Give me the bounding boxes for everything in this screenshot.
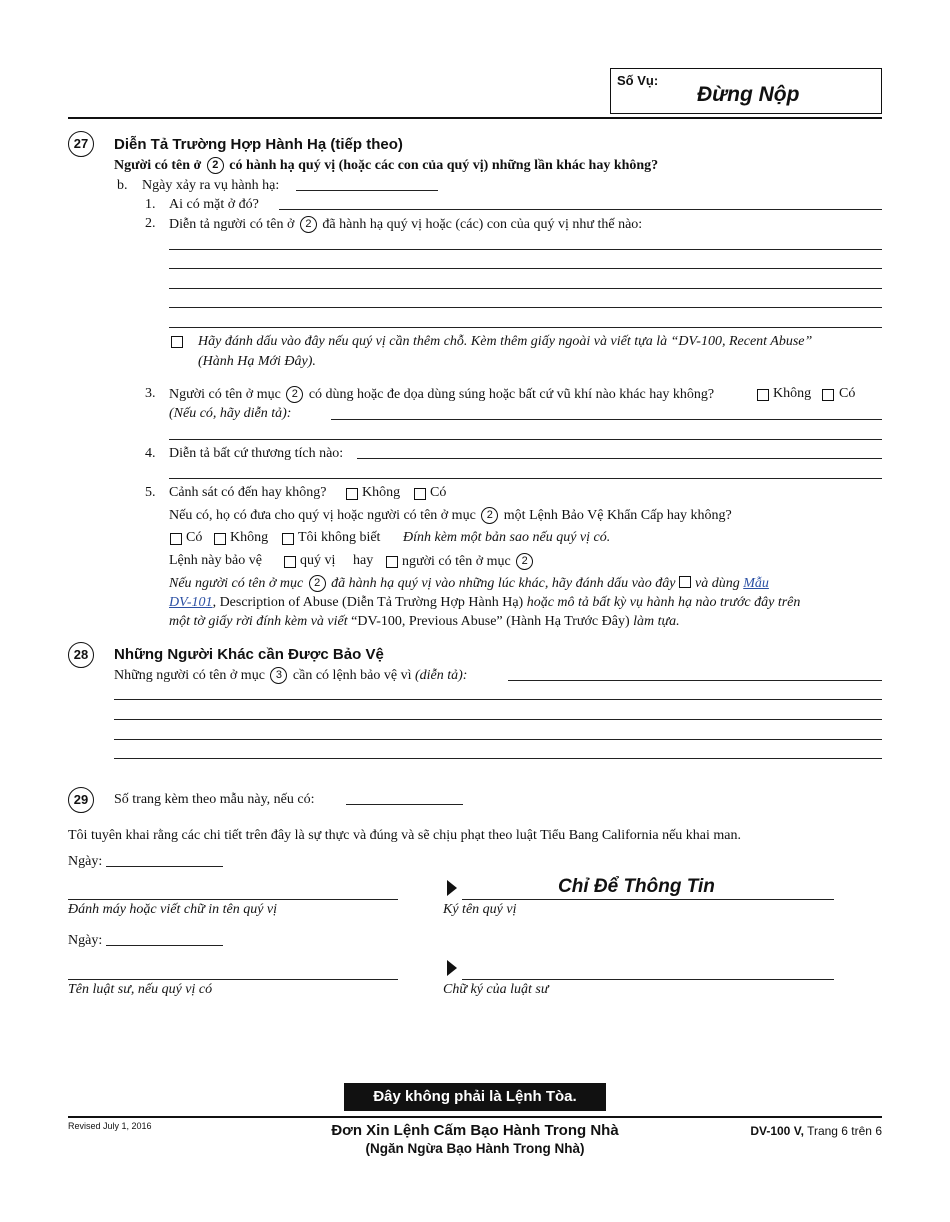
order-protects-label: Lệnh này bảo vệ (169, 553, 262, 568)
abuse-description-line[interactable] (169, 268, 882, 269)
date-label-2: Ngày: (68, 933, 103, 948)
police-no-checkbox[interactable] (346, 488, 358, 500)
q2-label-post: đã hành hạ quý vị hoặc (các) con của quý vị như thế nào: (322, 217, 643, 232)
page-number: Trang 6 trên 6 (807, 1124, 882, 1138)
item-ref-2: 2 (286, 386, 303, 403)
item-ref-2: 2 (207, 157, 224, 174)
abuse-description-line[interactable] (169, 288, 882, 289)
item-27-question (114, 157, 658, 174)
injuries-field[interactable] (357, 458, 882, 459)
item-28-label-mid: cần có lệnh bảo vệ vì (292, 668, 412, 683)
item-27-question-post: có hành hạ quý vị (hoặc các con của quý vị) những lần khác hay không? (229, 158, 659, 173)
q4-number: 4. (145, 446, 156, 461)
case-number-box (610, 68, 882, 114)
previous-abuse-post: và dùng (695, 576, 740, 591)
others-protected-field[interactable] (114, 719, 882, 720)
form-title: Đơn Xin Lệnh Cấm Bạo Hành Trong Nhà (331, 1122, 619, 1139)
dv101-link-part1[interactable]: Mẫu (743, 576, 769, 591)
previous-abuse-line-2 (169, 595, 800, 611)
header-rule (68, 117, 882, 119)
others-protected-field[interactable] (114, 739, 882, 740)
item-29-number: 29 (68, 787, 94, 813)
q1-number: 1. (145, 197, 156, 212)
lawyer-name-field[interactable] (68, 979, 398, 980)
footer-rule (68, 1116, 882, 1118)
who-present-field[interactable] (279, 209, 882, 210)
item-27-question-pre: Người có tên ở (114, 158, 202, 173)
abuse-description-line[interactable] (169, 249, 882, 250)
item-27-title: Diễn Tả Trường Hợp Hành Hạ (tiếp theo) (114, 136, 403, 153)
emergency-order-pre: Nếu có, họ có đưa cho quý vị hoặc người có tên ở mục (169, 508, 476, 523)
abuse-description-line[interactable] (169, 327, 882, 328)
printed-name-caption: Đánh máy hoặc viết chữ in tên quý vị (68, 902, 278, 917)
others-protected-field[interactable] (114, 758, 882, 759)
weapon-describe-label: (Nếu có, hãy diễn tả): (169, 406, 292, 421)
item-28-label-pre: Những người có tên ở mục (114, 668, 265, 683)
weapon-describe-field[interactable] (169, 439, 882, 440)
q4-label: Diễn tả bất cứ thương tích nào: (169, 446, 344, 461)
abuse-description-line[interactable] (169, 307, 882, 308)
declaration-text: Tôi tuyên khai rằng các chi tiết trên đây là sự thực và đúng và sẽ chịu phạt theo luật Tiểu Bang California nếu khai man. (68, 828, 741, 843)
abuse-date-marker: b. (117, 178, 128, 193)
dv101-link-part2[interactable]: DV-101 (169, 595, 213, 610)
lawyer-name-caption: Tên luật sư, nếu quý vị có (68, 982, 213, 997)
others-protected-field[interactable] (508, 680, 882, 681)
lawyer-signature-caption: Chữ ký của luật sư (443, 982, 549, 997)
previous-abuse-attach: một tờ giấy rời đính kèm và viết (169, 614, 348, 629)
weapon-yes-checkbox[interactable] (822, 389, 834, 401)
q2-label-pre: Diễn tả người có tên ở (169, 217, 295, 232)
weapon-yes-label: Có (839, 386, 856, 401)
date-label-1: Ngày: (68, 854, 103, 869)
order-attach-note: Đính kèm một bản sao nếu quý vị có. (403, 530, 611, 545)
need-more-space-text-1: Hãy đánh dấu vào đây nếu quý vị cần thêm chỗ. Kèm thêm giấy ngoài và viết tựa là “DV-100, Recent Abuse” (198, 334, 813, 349)
q3-label-pre: Người có tên ở mục (169, 387, 281, 402)
item-28-label-post: (diễn tả): (414, 668, 468, 683)
form-id-page (700, 1124, 882, 1138)
signature-field[interactable] (462, 899, 834, 900)
previous-abuse-mid: đã hành hạ quý vị vào những lúc khác, hãy đánh dấu vào đây (331, 576, 676, 591)
emergency-order-question (169, 507, 732, 524)
lawyer-signature-field[interactable] (462, 979, 834, 980)
injuries-field[interactable] (169, 478, 882, 479)
previous-abuse-line-1 (169, 575, 769, 592)
protects-person-label (402, 553, 535, 570)
q3-number: 3. (145, 386, 156, 401)
item-ref-2: 2 (309, 575, 326, 592)
item-ref-2: 2 (300, 216, 317, 233)
q5-label: Cảnh sát có đến hay không? (169, 485, 327, 500)
others-protected-field[interactable] (114, 699, 882, 700)
previous-abuse-checkbox[interactable] (679, 576, 691, 588)
q5-number: 5. (145, 485, 156, 500)
item-29-label: Số trang kèm theo mẫu này, nếu có: (114, 792, 315, 807)
weapon-no-checkbox[interactable] (757, 389, 769, 401)
date-field-2[interactable] (106, 945, 223, 946)
order-unknown-label: Tôi không biết (298, 530, 381, 545)
police-no-label: Không (362, 485, 401, 500)
abuse-date-label: Ngày xảy ra vụ hành hạ: (142, 178, 280, 193)
case-number-stamp: Đừng Nộp (697, 83, 800, 106)
order-yes-checkbox[interactable] (170, 533, 182, 545)
order-no-label: Không (230, 530, 269, 545)
protects-person-text: người có tên ở mục (402, 554, 511, 569)
case-number-label: Số Vụ: (617, 73, 659, 88)
q1-label: Ai có mặt ở đó? (169, 197, 259, 212)
q2-number: 2. (145, 216, 156, 231)
protects-you-checkbox[interactable] (284, 556, 296, 568)
protects-person-checkbox[interactable] (386, 556, 398, 568)
item-ref-3: 3 (270, 667, 287, 684)
q3-label-post: có dùng hoặc đe dọa dùng súng hoặc bất cứ vũ khí nào khác hay không? (308, 387, 715, 402)
weapon-describe-field[interactable] (331, 419, 882, 420)
order-unknown-checkbox[interactable] (282, 533, 294, 545)
police-yes-checkbox[interactable] (414, 488, 426, 500)
previous-abuse-title-suffix: làm tựa. (633, 614, 680, 629)
item-ref-2: 2 (516, 553, 533, 570)
previous-abuse-heading: “DV-100, Previous Abuse” (Hành Hạ Trước Đây) (351, 614, 630, 629)
previous-abuse-line-3 (169, 614, 680, 630)
emergency-order-post: một Lệnh Bảo Vệ Khẩn Cấp hay không? (503, 508, 732, 523)
previous-abuse-alt: hoặc mô tả bất kỳ vụ hành hạ nào trước đây trên (526, 595, 801, 610)
signature-stamp: Chỉ Để Thông Tin (558, 876, 715, 897)
date-field-1[interactable] (106, 866, 223, 867)
form-subtitle: (Ngăn Ngừa Bạo Hành Trong Nhà) (365, 1141, 585, 1156)
item-28-number: 28 (68, 642, 94, 668)
previous-abuse-pre: Nếu người có tên ở mục (169, 576, 304, 591)
attached-pages-field[interactable] (346, 804, 463, 805)
not-court-order-banner: Đây không phải là Lệnh Tòa. (344, 1083, 606, 1111)
need-more-space-text-2: (Hành Hạ Mới Đây). (198, 354, 316, 369)
printed-name-field[interactable] (68, 899, 398, 900)
previous-abuse-form-title: , Description of Abuse (Diễn Tả Trường Hợp Hành Hạ) (212, 595, 524, 610)
sign-here-arrow-icon (447, 880, 457, 896)
q3-label (169, 386, 714, 403)
order-yes-label: Có (186, 530, 203, 545)
signature-caption: Ký tên quý vị (443, 902, 517, 917)
item-27-number: 27 (68, 131, 94, 157)
weapon-no-label: Không (773, 386, 812, 401)
q2-label (169, 216, 642, 233)
police-yes-label: Có (430, 485, 447, 500)
abuse-date-field[interactable] (296, 190, 438, 191)
protects-you-label: quý vị (300, 553, 336, 568)
revision-date: Revised July 1, 2016 (68, 1121, 152, 1131)
order-no-checkbox[interactable] (214, 533, 226, 545)
need-more-space-checkbox[interactable] (171, 336, 183, 348)
item-28-label (114, 667, 467, 684)
form-id: DV-100 V, (750, 1124, 804, 1138)
protects-or-label: hay (353, 553, 374, 568)
lawyer-sign-arrow-icon (447, 960, 457, 976)
item-ref-2: 2 (481, 507, 498, 524)
item-28-title: Những Người Khác cần Được Bảo Vệ (114, 646, 384, 663)
